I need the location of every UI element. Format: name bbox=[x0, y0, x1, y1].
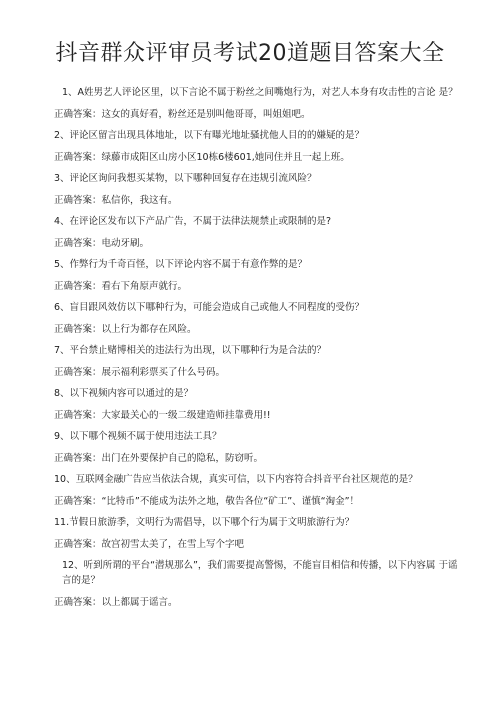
list-item bbox=[54, 472, 460, 509]
answer-text: 正确答案：“比特币”不能成为法外之地，敬告各位“矿工”、谨慎“淘金”！ bbox=[54, 495, 360, 507]
question-text: 6、盲目跟风效仿以下哪种行为，可能会造成自己或他人不同程度的受伤？ bbox=[54, 302, 365, 313]
question-text: 10、互联网金融广告应当依法合规，真实可信，以下内容符合抖音平台社区规范的是？ bbox=[54, 474, 418, 485]
list-item bbox=[54, 343, 460, 380]
list-item bbox=[54, 257, 460, 294]
list-item bbox=[54, 300, 460, 337]
answer-text: 正确答案：私信你，我这有。 bbox=[54, 194, 178, 206]
answer-text: 正确答案：绿藤市成阳区山房小区10栋6楼601,她同住并且一起上班。 bbox=[54, 151, 350, 163]
list-item bbox=[54, 128, 460, 165]
question-text: 3、评论区询问我想买某物，以下哪种回复存在违规引流风险？ bbox=[54, 173, 317, 184]
list-item bbox=[54, 558, 460, 610]
question-text: 1、A姓男艺人评论区里，以下言论不属于粉丝之间嘴炮行为，对艺人本身有攻击性的言论 是？ bbox=[62, 87, 458, 98]
list-item bbox=[54, 386, 460, 423]
list-item bbox=[54, 515, 460, 552]
answer-text: 正确答案：出门在外要保护自己的隐私，防窃听。 bbox=[54, 452, 264, 464]
question-text: 2、评论区留言出现具体地址，以下有曝光地址骚扰他人目的的嫌疑的是？ bbox=[54, 130, 365, 141]
question-text: 9、以下哪个视频不属于使用违法工具？ bbox=[54, 431, 222, 442]
question-text: 5、作弊行为千奇百怪，以下评论内容不属于有意作弊的是？ bbox=[54, 259, 308, 270]
answer-text: 正确答案：故宫初雪太美了，在雪上写个字吧 bbox=[54, 538, 245, 550]
question-text: 8、以下视频内容可以通过的是？ bbox=[54, 388, 194, 399]
qa-list bbox=[54, 85, 460, 610]
list-item bbox=[54, 171, 460, 208]
list-item bbox=[54, 429, 460, 466]
answer-text: 正确答案：以上行为都存在风险。 bbox=[54, 323, 197, 335]
question-text: 12、听到所谓的平台“潜规那么”，我们需要提高警惕，不能盲目相信和传播，以下内容属 于谣言的是？ bbox=[62, 560, 458, 586]
answer-text: 正确答案：以上都属于谣言。 bbox=[54, 596, 178, 608]
question-text: 7、平台禁止赌博相关的违法行为出现，以下哪种行为是合法的？ bbox=[54, 345, 327, 356]
page-title: 抖音群众评审员考试20道题目答案大全 bbox=[55, 41, 445, 66]
question-text: 11.节假日旅游季，文明行为需倡导，以下哪个行为属于文明旅游行为？ bbox=[54, 517, 355, 528]
answer-text: 正确答案：大家最关心的一级二级建造师挂靠费用!! bbox=[54, 409, 271, 421]
list-item bbox=[54, 214, 460, 251]
question-text: 4、在评论区发布以下产品广告，不属于法律法规禁止或限制的是? bbox=[54, 216, 332, 227]
list-item bbox=[54, 85, 460, 122]
answer-text: 正确答案：看右下角原声就行。 bbox=[54, 280, 188, 292]
answer-text: 正确答案：电动牙刷。 bbox=[54, 237, 150, 249]
answer-text: 正确答案：展示福利彩票买了什么号码。 bbox=[54, 366, 226, 378]
answer-text: 正确答案：这女的真好看，粉丝还是别叫他哥哥，叫姐姐吧。 bbox=[54, 108, 311, 120]
